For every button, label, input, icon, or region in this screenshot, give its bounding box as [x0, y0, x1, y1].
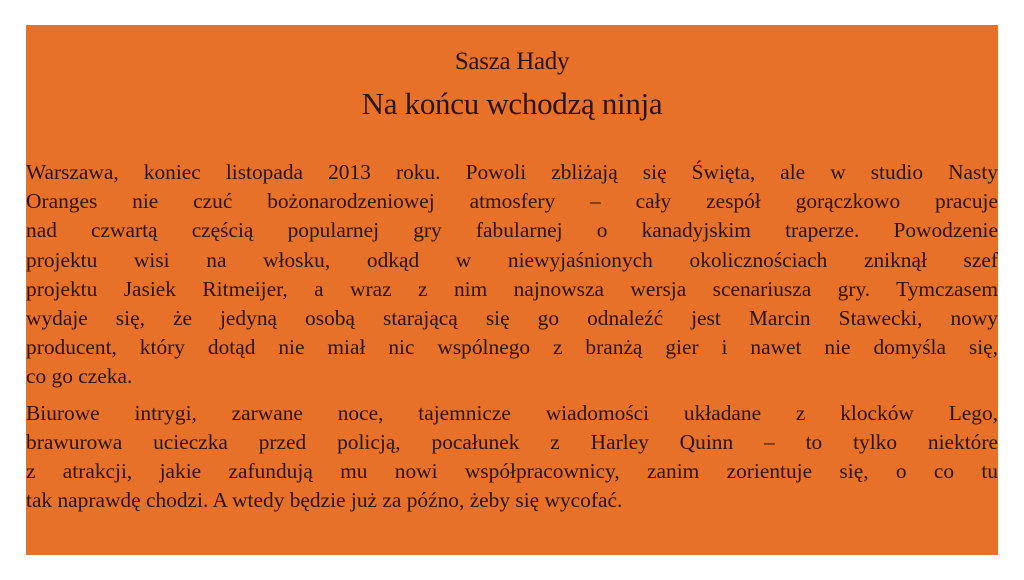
- text-line: projektu Jasiek Ritmeijer, a wraz z nim najnowsza wersja scenariusza gry. Tymczasem: [26, 276, 998, 301]
- text-line: Oranges nie czuć bożonarodzeniowej atmosfery – cały zespół gorączkowo pracuje: [26, 189, 998, 214]
- book-title: Na końcu wchodzą ninja: [361, 86, 663, 121]
- text-line: Warszawa, koniec listopada 2013 roku. Powoli zbliżają się Święta, ale w studio Nasty: [26, 160, 998, 184]
- text-line: Biurowe intrygi, zarwane noce, tajemnicze wiadomości układane z klocków Lego,: [26, 400, 998, 425]
- book-author: Sasza Hady: [454, 48, 570, 75]
- book-blurb-card: [26, 25, 998, 555]
- blurb-body: [26, 158, 998, 515]
- text-line: brawurowa ucieczka przed policją, pocałunek z Harley Quinn – to tylko niektóre: [26, 429, 998, 454]
- blurb-paragraph-2: [26, 399, 998, 516]
- text-line: nad czwartą częścią popularnej gry fabularnej o kanadyjskim traperze. Powodzenie: [26, 218, 998, 243]
- text-line: tak naprawdę chodzi. A wtedy będzie już za późno, żeby się wycofać.: [26, 488, 623, 513]
- text-line: producent, który dotąd nie miał nic wspólnego z branżą gier i nawet nie domyśla się,: [26, 335, 998, 360]
- blurb-paragraph-1: [26, 158, 998, 392]
- text-line: z atrakcji, jakie zafundują mu nowi współpracownicy, zanim zorientuje się, o co tu: [26, 459, 998, 484]
- text-line: wydaje się, że jedyną osobą starającą się go odnaleźć jest Marcin Stawecki, nowy: [26, 306, 998, 331]
- text-line: projektu wisi na włosku, odkąd w niewyjaśnionych okolicznościach zniknął szef: [26, 247, 998, 272]
- text-line: co go czeka.: [26, 364, 133, 389]
